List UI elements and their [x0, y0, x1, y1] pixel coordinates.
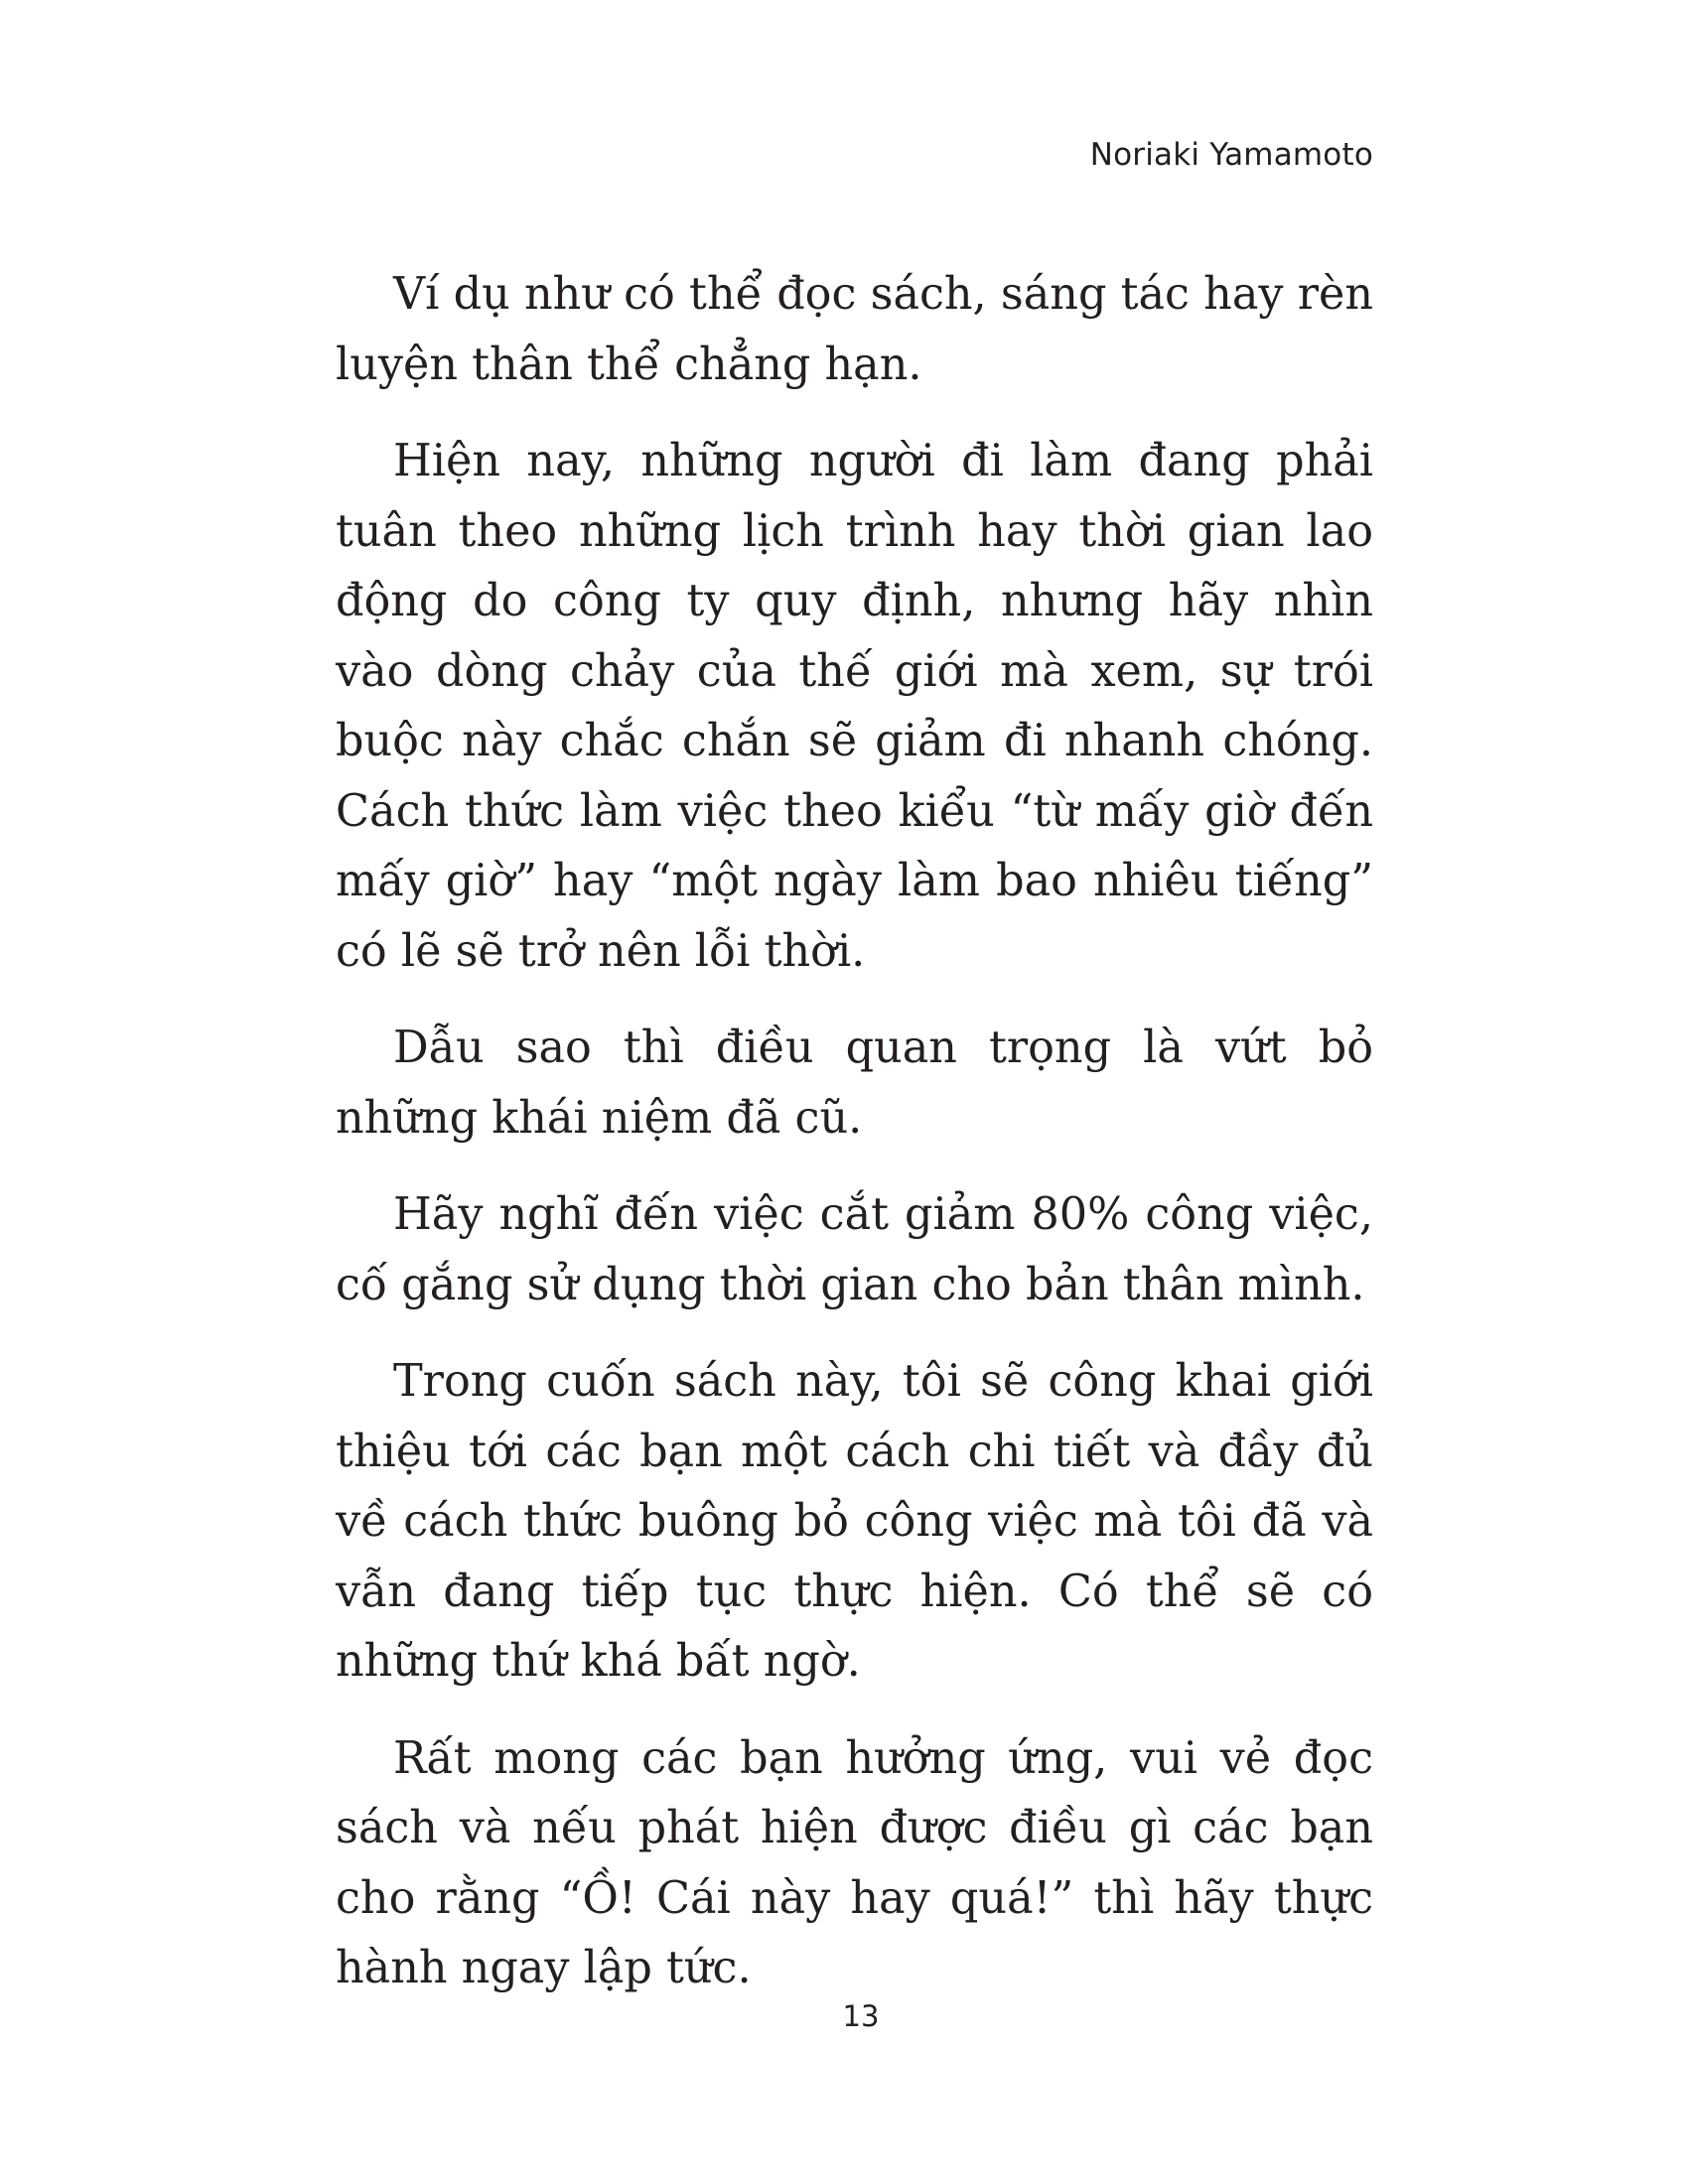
paragraph: Trong cuốn sách này, tôi sẽ công khai giới thiệu tới các bạn một cách chi tiết và đầy đủ về cách thức buông bỏ công việc mà tôi đã và vẫn đang tiếp tục thực hiện. Có thể sẽ có những thứ khá bất ngờ.: [336, 1356, 1373, 1687]
paragraph: Hãy nghĩ đến việc cắt giảm 80% công việc, cố gắng sử dụng thời gian cho bản thân mình.: [336, 1189, 1373, 1310]
paragraph: Dẫu sao thì điều quan trọng là vứt bỏ những khái niệm đã cũ.: [336, 1023, 1373, 1144]
paragraph: Rất mong các bạn hưởng ứng, vui vẻ đọc sách và nếu phát hiện được điều gì các bạn cho rằng “Ồ! Cái này hay quá!” thì hãy thực hành ngay lập tức.: [336, 1732, 1373, 1993]
paragraph: Hiện nay, những người đi làm đang phải tuân theo những lịch trình hay thời gian lao động do công ty quy định, nhưng hãy nhìn vào dòng chảy của thế giới mà xem, sự trói buộc này chắc chắn sẽ giảm đi nhanh chóng. Cách thức làm việc theo kiểu “từ mấy giờ đến mấy giờ” hay “một ngày làm bao nhiêu tiếng” có lẽ sẽ trở nên lỗi thời.: [336, 436, 1373, 977]
page-number: 13: [842, 1999, 880, 2033]
running-header-author: Noriaki Yamamoto: [1089, 137, 1373, 173]
body-text: [336, 260, 1373, 2004]
paragraph: Ví dụ như có thể đọc sách, sáng tác hay rèn luyện thân thể chẳng hạn.: [336, 269, 1373, 390]
